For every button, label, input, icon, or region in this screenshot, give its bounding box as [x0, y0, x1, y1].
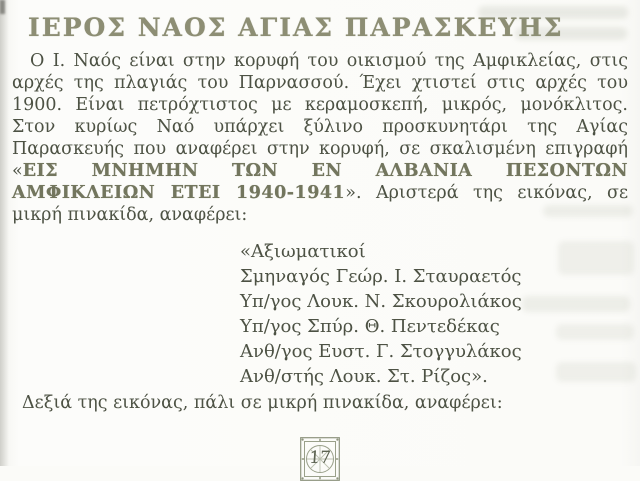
list-item-name: Υπ/γος Λουκ. Ν. Σκουρολιάκος — [240, 291, 522, 312]
main-paragraph — [12, 50, 628, 226]
plaque-names-list — [240, 239, 628, 389]
page-title: ΙΕΡΟΣ ΝΑΟΣ ΑΓΙΑΣ ΠΑΡΑΣΚΕΥΗΣ — [28, 13, 564, 42]
scan-edge-shadow — [0, 0, 9, 466]
list-item-name: Ανθ/στής Λουκ. Στ. Ρίζος». — [240, 366, 488, 387]
list-item-name: Υπ/γος Σπύρ. Θ. Πεντεδέκας — [240, 316, 500, 337]
list-item-name: Σμηναγός Γεώρ. Ι. Σταυραετός — [240, 266, 522, 287]
paragraph-text-tail: ». Αριστερά της εικόνας, σε μικρή πινακίδα, αναφέρει: — [12, 183, 629, 225]
closing-line: Δεξιά της εικόνας, πάλι σε μικρή πινακίδα, αναφέρει: — [22, 393, 503, 413]
list-item-name: Ανθ/γος Ευστ. Γ. Στογγυλάκος — [240, 341, 522, 362]
paragraph-text-lead: Ο Ι. Ναός είναι στην κορυφή του οικισμού της Αμφικλείας, στις αρχές της πλαγιάς του Παρνασσού. Έχει χτιστεί στις αρχές του 1900. Είναι πετρόχτιστος με κεραμοσκεπή, μικρός, μονόκλιτος. Στον κυρίως Ναό υπάρχει ξύλινο προσκυνητάρι της Αγίας Παρασκευής που αναφέρει στην κορυφή, σε σκαλισμένη επιγραφή « — [12, 51, 628, 181]
list-item-heading: «Αξιωματικοί — [240, 241, 366, 262]
page-number: 17 — [308, 448, 332, 468]
page-number-ornament — [300, 437, 340, 481]
scan-corner-artifact — [0, 0, 5, 14]
carved-inscription-text: ΕΙΣ ΜΝΗΜΗΝ ΤΩΝ ΕΝ ΑΛΒΑΝΙΑ ΠΕΣΟΝΤΩΝ ΑΜΦΙΚΛΕΙΩΝ ΕΤΕΙ 1940-1941 — [12, 161, 628, 203]
